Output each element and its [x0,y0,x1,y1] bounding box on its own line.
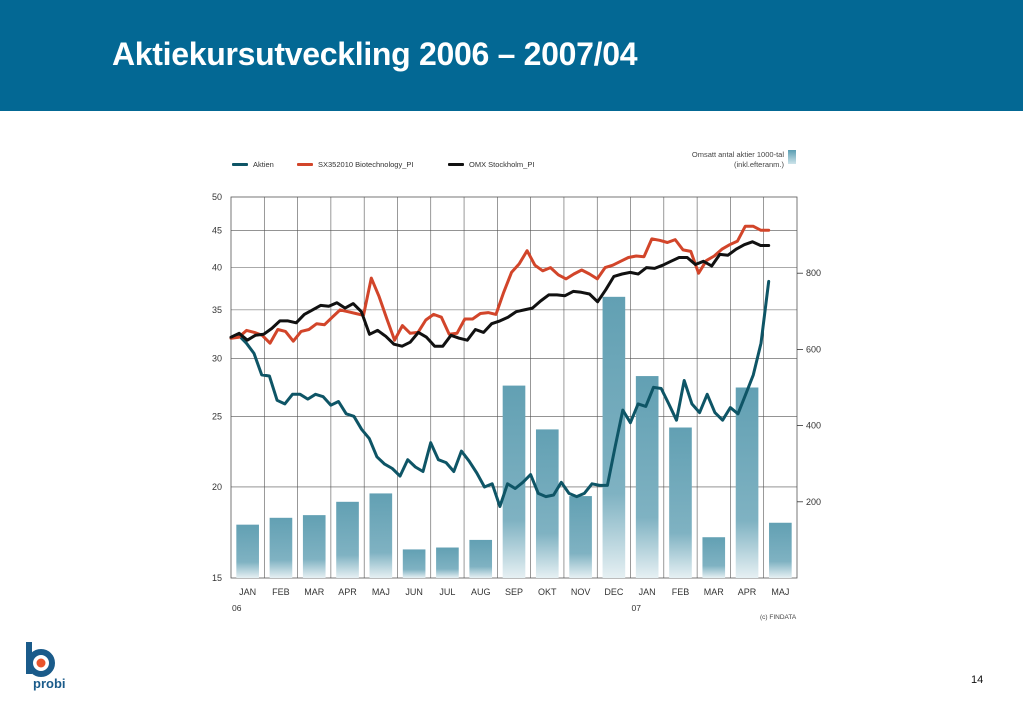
x-tick-label: MAJ [771,587,790,597]
y-tick-label: 15 [211,573,222,583]
volume-bar [436,548,459,578]
volume-bar [669,428,692,578]
legend-label-aktien: Aktien [253,160,274,169]
y2-tick-label: 400 [806,420,822,431]
x-tick-label: JAN [638,587,656,597]
x-tick-label: OKT [538,587,557,597]
y2-tick-label: 800 [806,268,822,279]
y2-tick-label: 600 [806,344,822,355]
volume-bar [569,496,592,578]
y-tick-label: 25 [211,411,222,422]
x-tick-label: MAR [703,587,724,597]
y-tick-label: 45 [211,225,222,236]
x-tick-label: JUN [405,587,423,597]
y-tick-label: 35 [211,304,222,315]
year-label: 06 [232,603,242,613]
y-tick-label: 30 [211,353,222,364]
page-title: Aktiekursutveckling 2006 – 2007/04 [112,36,638,72]
series-line-sx352010-biotechnology-pi [231,226,769,343]
volume-bar [536,429,559,578]
series-line-omx-stockholm-pi [231,242,769,346]
x-tick-label: MAR [304,587,325,597]
volume-bar [236,525,259,578]
y-tick-label: 40 [211,262,222,273]
y-tick-label: 20 [211,481,222,492]
x-tick-label: MAJ [371,587,390,597]
volume-bar [270,518,293,578]
x-tick-label: JUL [439,587,456,597]
source-credit: (c) FINDATA [760,614,797,621]
volume-bar [469,540,492,578]
volume-bar [370,493,393,578]
x-tick-label: SEP [504,587,524,597]
logo-text: probi [33,676,66,691]
x-tick-label: APR [737,587,757,597]
x-tick-label: AUG [470,587,491,597]
x-tick-label: JAN [239,587,257,597]
legend-label-biotech: SX352010 Biotechnology_PI [318,160,414,169]
year-label: 07 [631,603,641,613]
volume-legend-line2: (inkl.efteranm.) [733,160,784,169]
x-tick-label: FEB [272,587,290,597]
x-tick-label: NOV [570,587,591,597]
x-tick-label: APR [338,587,357,597]
legend-label-omx: OMX Stockholm_PI [469,160,535,169]
x-tick-label: DEC [604,587,624,597]
volume-bar [702,537,725,578]
volume-bar [403,549,426,578]
y-tick-label: 50 [211,192,222,202]
page-number: 14 [971,674,984,686]
volume-bar [769,523,792,578]
volume-bar [603,297,626,578]
y2-tick-label: 200 [806,496,822,507]
volume-bar [303,515,326,578]
volume-bars [236,297,791,578]
volume-bar [336,502,359,578]
x-tick-label: FEB [671,587,690,597]
volume-legend-line1: Omsatt antal aktier 1000-tal [691,150,784,159]
volume-bar [736,388,759,579]
